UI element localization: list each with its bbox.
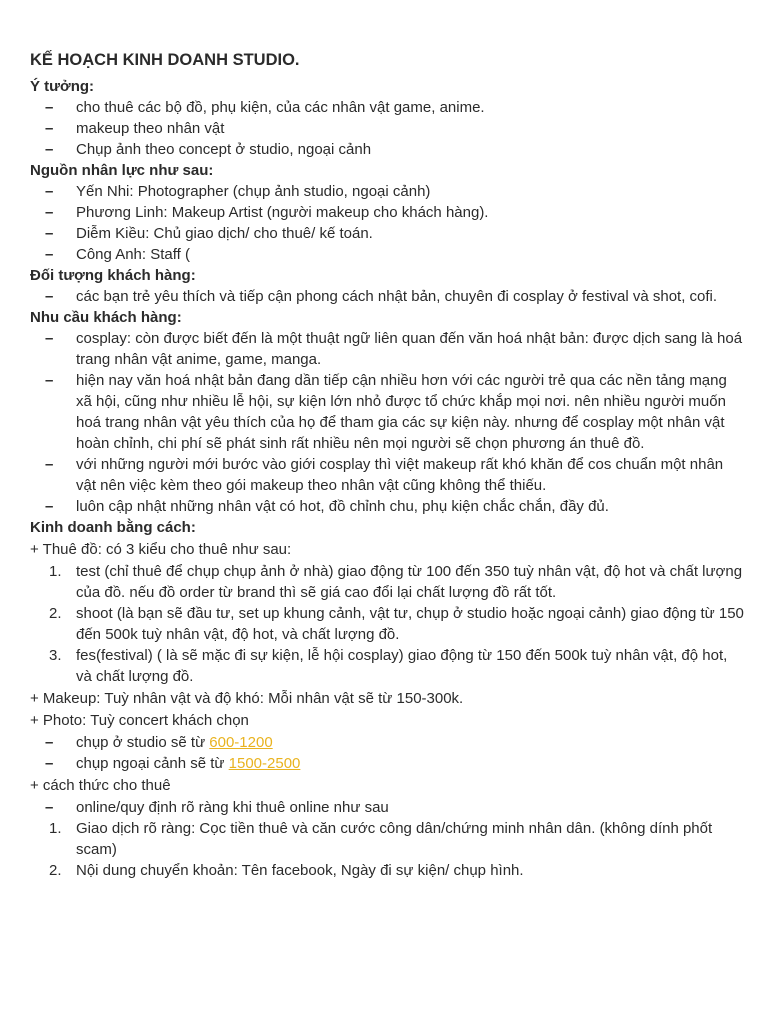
list-item: – với những người mới bước vào giới cosplay thì việt makeup rất khó khăn để cos chuẩn một nhân vật nên việc kèm theo gói makeup theo nhân vật cũng không thể thiếu. (30, 454, 744, 496)
photo-line: + Photo: Tuỳ concert khách chọn (30, 712, 249, 729)
list-item (30, 753, 744, 774)
item-text: Nội dung chuyển khoản: Tên facebook, Ngày đi sự kiện/ chụp hình. (76, 862, 524, 879)
idea-heading: Ý tưởng: (30, 78, 95, 95)
list-item (30, 818, 744, 860)
list-item: – Công Anh: Staff ( (30, 244, 744, 265)
list-item: – luôn cập nhật những nhân vật có hot, đồ chỉnh chu, phụ kiện chắc chắn, đầy đủ. (30, 496, 744, 517)
list-item (30, 603, 744, 645)
studio-price-link[interactable]: 600-1200 (209, 734, 273, 751)
online-list (30, 797, 744, 818)
list-item: – online/quy định rõ ràng khi thuê online như sau (30, 797, 744, 818)
item-text: chụp ở studio sẽ từ (76, 734, 210, 751)
item-number: 2. (49, 862, 62, 879)
needs-heading: Nhu cầu khách hàng: (30, 309, 182, 326)
list-item (30, 645, 744, 687)
item-number: 2. (49, 605, 62, 622)
target-heading: Đối tượng khách hàng: (30, 267, 196, 284)
list-item (30, 561, 744, 603)
outdoor-price-link[interactable]: 1500-2500 (228, 755, 301, 772)
item-text: test (chỉ thuê để chụp chụp ảnh ở nhà) giao động từ 100 đến 350 tuỳ nhân vật, độ hot và chất lượng của đồ. nếu đồ order từ brand thì sẽ giá cao đổi lại chất lượng đồ rất tốt. (76, 563, 743, 601)
list-item (30, 860, 744, 881)
list-item: – cho thuê các bộ đồ, phụ kiện, của các nhân vật game, anime. (30, 97, 744, 118)
list-item: – Chụp ảnh theo concept ở studio, ngoại cảnh (30, 139, 744, 160)
item-text: shoot (là bạn sẽ đầu tư, set up khung cảnh, vật tư, chụp ở studio hoặc ngoại cảnh) giao động từ 150 đến 500k tuỳ nhân vật, độ hot, và chất lượng đồ. (76, 605, 744, 643)
item-text: fes(festival) ( là sẽ mặc đi sự kiện, lễ hội cosplay) giao động từ 150 đến 500k tuỳ nhân vật, độ hot, và chất lượng đồ. (76, 647, 728, 685)
list-item: – các bạn trẻ yêu thích và tiếp cận phong cách nhật bản, chuyên đi cosplay ở festival và shot, cofi. (30, 286, 744, 307)
rules-list (30, 818, 744, 881)
document-title: KẾ HOẠCH KINH DOANH STUDIO. (30, 51, 300, 69)
makeup-line: + Makeup: Tuỳ nhân vật và độ khó: Mỗi nhân vật sẽ từ 150-300k. (30, 690, 464, 707)
staff-list (30, 181, 744, 265)
idea-list (30, 97, 744, 160)
business-heading: Kinh doanh bằng cách: (30, 519, 196, 536)
rent-intro: + Thuê đồ: có 3 kiểu cho thuê như sau: (30, 541, 292, 558)
item-text: chụp ngoại cảnh sẽ từ (76, 755, 229, 772)
list-item: – cosplay: còn được biết đến là một thuật ngữ liên quan đến văn hoá nhật bản: được dịch sang là hoá trang nhân vật anime, game, manga. (30, 328, 744, 370)
list-item: – hiện nay văn hoá nhật bản đang dần tiếp cận nhiều hơn với các người trẻ qua các nền tảng mạng xã hội, cũng như nhiều lễ hội, sự kiện lớn nhỏ được tổ chức khắp mọi nơi. nên nhiều người muốn hoá trang nhân vật yêu thích của họ để tham gia các sự kiện này. nhưng để cosplay một nhân vật hoàn chỉnh, chi phí sẽ phát sinh rất nhiều nên mọi người sẽ chọn phương án thuê đồ. (30, 370, 744, 454)
list-item (30, 732, 744, 753)
item-number: 1. (49, 563, 62, 580)
rent-types-list (30, 561, 744, 687)
item-number: 3. (49, 647, 62, 664)
list-item: – Phương Linh: Makeup Artist (người makeup cho khách hàng). (30, 202, 744, 223)
list-item: – Diễm Kiều: Chủ giao dịch/ cho thuê/ kế toán. (30, 223, 744, 244)
item-number: 1. (49, 820, 62, 837)
list-item: – Yến Nhi: Photographer (chụp ảnh studio, ngoại cảnh) (30, 181, 744, 202)
staff-heading: Nguồn nhân lực như sau: (30, 162, 214, 179)
needs-list (30, 328, 744, 517)
item-text: Giao dịch rõ ràng: Cọc tiền thuê và căn cước công dân/chứng minh nhân dân. (không dính phốt scam) (76, 820, 713, 858)
list-item: – makeup theo nhân vật (30, 118, 744, 139)
photo-list (30, 732, 744, 774)
rental-method-line: + cách thức cho thuê (30, 777, 171, 794)
target-list (30, 286, 744, 307)
